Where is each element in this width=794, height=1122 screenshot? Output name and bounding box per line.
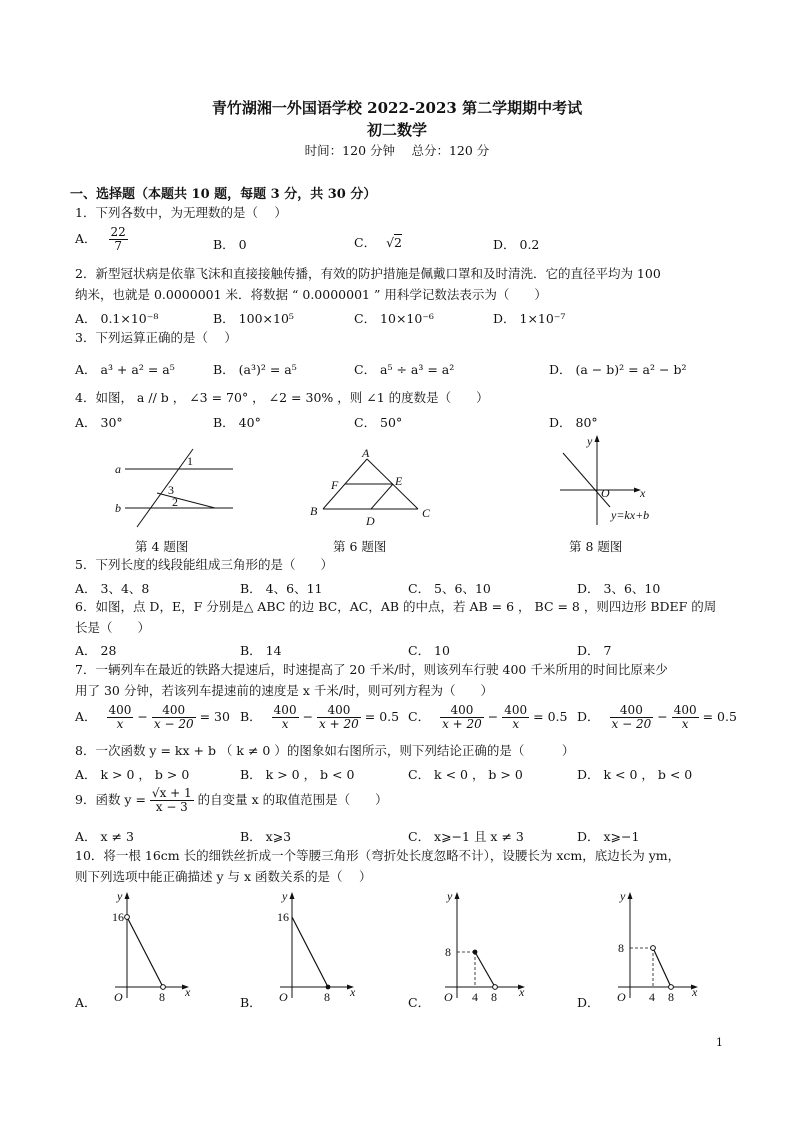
q7-a-rhs: = 30 (199, 709, 230, 724)
q3-option-c: C． a⁵ ÷ a³ = a² (354, 362, 455, 377)
q10d-label-o: O (617, 990, 626, 1004)
q7-d-label: D． (577, 709, 600, 724)
q10b-solid-point (326, 985, 331, 990)
q4-option-c: C． 50° (354, 415, 403, 430)
q10-option-d: D． (577, 995, 600, 1010)
fig6-caption: 第 6 题图 (333, 539, 387, 554)
q10-line1: 10．将一根 16cm 长的细铁丝折成一个等腰三角形（弯折处长度忽略不计），设腰长为 xcm，底边长为 ym， (75, 848, 681, 863)
q8-option-c: C． k < 0 ， b > 0 (408, 767, 523, 782)
q7-option-a (75, 704, 230, 731)
q2-option-c: C． 10×10⁻⁶ (354, 311, 434, 326)
q7-d-den1: x − 20 (611, 717, 652, 731)
q10-line2: 则下列选项中能正确描述 y 与 x 函数关系的是（ ） (75, 869, 372, 884)
fig8-linear-graph (555, 435, 665, 530)
q9-option-b: B． x⩾3 (240, 829, 292, 844)
fig6-label-b: B (310, 504, 318, 518)
q10-graph-d (608, 890, 708, 1005)
q8-option-a: A． k > 0 ， b > 0 (75, 767, 190, 782)
q7-line2: 用了 30 分钟，若该列车提速前的速度是 x 千米/时，则可列方程为（ ） (75, 683, 494, 698)
q10d-label-x: x (692, 985, 698, 999)
fig4-transversal (137, 449, 193, 527)
q4-option-a: A． 30° (75, 415, 123, 430)
q10d-label-y8: 8 (618, 941, 624, 955)
fig4-second-line (157, 493, 215, 508)
fig6-label-a: A (362, 446, 370, 460)
q10b-label-y: y (282, 889, 288, 903)
q10d-label-y: y (620, 889, 626, 903)
q7-d-rhs: = 0.5 (702, 709, 737, 724)
q7-d-num2: 400 (673, 703, 697, 717)
q7-a-num1: 400 (108, 703, 132, 717)
q1-option-d: D． 0.2 (493, 237, 540, 252)
q7-option-c (408, 704, 567, 731)
q7-b-minus: − (302, 709, 314, 724)
q4-option-b: B． 40° (213, 415, 261, 430)
q10b-label-16: 16 (277, 910, 289, 924)
q2-option-d: D． 1×10⁻⁷ (493, 311, 566, 326)
fig4-label-a: a (115, 462, 121, 476)
q5-option-c: C． 5、6、10 (408, 581, 491, 596)
q10c-line (475, 952, 495, 987)
fig8-label-o: O (601, 486, 610, 500)
q10c-solid-point (473, 950, 478, 955)
fig4-label-3: 3 (168, 483, 174, 497)
q7-c-num2: 400 (504, 703, 528, 717)
q6-option-a: A． 28 (75, 643, 117, 658)
q9-stem (75, 787, 388, 814)
q8-stem: 8．一次函数 y = kx + b （ k ≠ 0 ）的图象如右图所示，则下列结论正确的是（ ） (75, 743, 575, 758)
q10-option-b: B． (240, 995, 262, 1010)
q2-option-a: A． 0.1×10⁻⁸ (75, 311, 159, 326)
q3-stem: 3．下列运算正确的是（ ） (75, 330, 237, 345)
q10-option-a: A． (75, 995, 97, 1010)
q10d-label-4: 4 (649, 990, 655, 1004)
fig6-label-f: F (331, 478, 339, 492)
q10a-label-16: 16 (112, 910, 124, 924)
q7-a-den1: x (116, 717, 124, 731)
q7-b-rhs: = 0.5 (364, 709, 400, 724)
q9-pre: 9．函数 y = (75, 792, 146, 807)
q1-c-radicand: 2 (394, 235, 402, 250)
fig8-label-y: y (587, 434, 593, 448)
q7-d-minus: − (657, 709, 668, 724)
q1-option-b: B． 0 (213, 237, 247, 252)
q6-option-c: C． 10 (408, 643, 450, 658)
q9-option-c: C． x⩾−1 且 x ≠ 3 (408, 829, 524, 844)
q10c-label-x8: 8 (491, 990, 497, 1004)
q7-option-b (240, 704, 399, 731)
fig8-label-equation: y=kx+b (611, 508, 650, 522)
sqrt-icon: √ (386, 235, 395, 250)
q1-a-denominator: 7 (114, 239, 122, 253)
fig6-label-d: D (366, 514, 375, 528)
q10d-y-arrow-icon (628, 892, 633, 899)
q10d-open-point-x (669, 985, 674, 990)
fig4-label-b: b (115, 501, 121, 515)
q10b-line (292, 917, 328, 987)
fig6-label-e: E (395, 474, 403, 488)
q7-b-den2: x + 20 (319, 717, 359, 731)
q10a-label-8: 8 (159, 990, 165, 1004)
q7-d-num1: 400 (610, 704, 654, 718)
q6-option-b: B． 14 (240, 643, 282, 658)
q10-graph-b (270, 890, 360, 1005)
q10c-y-arrow-icon (455, 892, 460, 899)
q9-option-d: D． x⩾−1 (577, 829, 640, 844)
q5-option-b: B． 4、6、11 (240, 581, 323, 596)
q7-a-num2: 400 (152, 704, 196, 718)
q8-option-b: B． k > 0 ， b < 0 (240, 767, 355, 782)
q7-a-den2: x − 20 (153, 717, 194, 731)
q10b-label-o: O (279, 990, 288, 1004)
q9-denominator: x − 3 (155, 800, 188, 814)
fig4-label-1: 1 (187, 454, 193, 468)
q6-line1: 6．如图，点 D，E，F 分别是△ ABC 的边 BC，AC，AB 的中点，若 AB = 6 ， BC = 8 ，则四边形 BDEF 的周 (75, 599, 717, 614)
q1-c-label: C． (354, 235, 377, 250)
q10a-open-point (125, 915, 130, 920)
q10b-label-x: x (350, 985, 356, 999)
exam-title: 青竹湖湘一外国语学校 2022-2023 第二学期期中考试 (211, 99, 583, 117)
q1-a-label: A． (75, 231, 97, 246)
page-number: 1 (716, 1036, 723, 1049)
q10a-label-y: y (117, 889, 123, 903)
q3-option-d: D． (a − b)² = a² − b² (549, 362, 687, 377)
q8-option-d: D． k < 0 ， b < 0 (577, 767, 693, 782)
exam-meta: 时间：120 分钟 总分：120 分 (304, 143, 490, 158)
q1-option-a (75, 226, 128, 253)
q2-line2: 纳米，也就是 0.0000001 米．将数据 “ 0.0000001 ” 用科学记数法表示为（ ） (75, 287, 547, 302)
q10-graph-c (435, 890, 535, 1005)
q10c-label-y: y (447, 889, 453, 903)
q5-option-d: D． 3、6、10 (577, 581, 661, 596)
q10-graph-a (105, 890, 195, 1005)
q6-option-d: D． 7 (577, 643, 612, 658)
fig6-triangle (305, 445, 445, 535)
q7-d-den2: x (681, 717, 689, 731)
q2-line1: 2．新型冠状病是依靠飞沫和直接接触传播，有效的防护措施是佩戴口罩和及时清洗．它的直径平均为 100 (75, 266, 661, 281)
q7-c-num1: 400 (440, 704, 484, 718)
fig4-caption: 第 4 题图 (135, 539, 189, 554)
q3-option-a: A． a³ + a² = a⁵ (75, 362, 175, 377)
q3-option-b: B． (a³)² = a⁵ (213, 362, 297, 377)
q10c-label-4: 4 (472, 990, 478, 1004)
fig8-label-x: x (640, 486, 646, 500)
q7-c-label: C． (408, 709, 431, 724)
fig6-segment-ed (371, 484, 393, 509)
q10a-y-arrow-icon (125, 892, 130, 899)
q5-option-a: A． 3、4、8 (75, 581, 150, 596)
q9-post: 的自变量 x 的取值范围是（ ） (197, 792, 388, 807)
q7-c-rhs: = 0.5 (533, 709, 568, 724)
q7-option-d (577, 704, 737, 731)
q2-option-b: B． 100×10⁵ (213, 311, 294, 326)
q10b-y-arrow-icon (290, 892, 295, 899)
q10d-label-x8: 8 (668, 990, 674, 1004)
q7-c-den2: x (512, 717, 520, 731)
q1-stem: 1．下列各数中，为无理数的是（ ） (75, 205, 287, 220)
q6-line2: 长是（ ） (75, 620, 151, 635)
q7-b-num1: 400 (273, 703, 297, 717)
fig8-caption: 第 8 题图 (569, 539, 623, 554)
q7-a-minus: − (137, 709, 148, 724)
q7-c-den1: x + 20 (442, 717, 482, 731)
q10c-label-o: O (444, 990, 453, 1004)
q10a-label-o: O (114, 990, 123, 1004)
q10b-label-8: 8 (324, 990, 330, 1004)
q10-option-c: C． (408, 995, 431, 1010)
q7-a-label: A． (75, 709, 97, 724)
exam-subject: 初二数学 (366, 121, 427, 139)
q9-option-a: A． x ≠ 3 (75, 829, 134, 844)
q1-a-numerator: 22 (110, 225, 126, 239)
q4-option-d: D． 80° (549, 415, 598, 430)
fig6-label-c: C (422, 506, 431, 520)
fig8-y-arrow-icon (595, 435, 600, 442)
section-heading: 一、选择题（本题共 10 题，每题 3 分，共 30 分） (70, 187, 377, 202)
q7-c-minus: − (487, 709, 499, 724)
q10a-label-x: x (185, 985, 191, 999)
q10d-line (653, 948, 671, 987)
q5-stem: 5．下列长度的线段能组成三角形的是（ ） (75, 557, 333, 572)
q7-line1: 7．一辆列车在最近的铁路大提速后，时速提高了 20 千米/时，则该列车行驶 400 千米所用的时间比原来少 (75, 662, 668, 677)
q7-b-label: B． (240, 709, 262, 724)
q10d-open-point (651, 946, 656, 951)
q10c-label-x: x (519, 985, 525, 999)
q10c-open-point (493, 985, 498, 990)
fig4-parallel-lines (105, 445, 235, 535)
q7-b-num2: 400 (317, 704, 361, 718)
q10c-label-y8: 8 (445, 945, 451, 959)
q4-stem: 4．如图， a // b ， ∠3 = 70° ， ∠2 = 30% ，则 ∠1 的度数是（ ） (75, 390, 489, 405)
q7-b-den1: x (281, 717, 289, 731)
fig4-label-2: 2 (172, 495, 178, 509)
q9-numerator: √x + 1 (151, 786, 192, 800)
q1-option-c (354, 233, 402, 251)
q10a-line (127, 917, 163, 987)
q10a-open-point-x (161, 985, 166, 990)
